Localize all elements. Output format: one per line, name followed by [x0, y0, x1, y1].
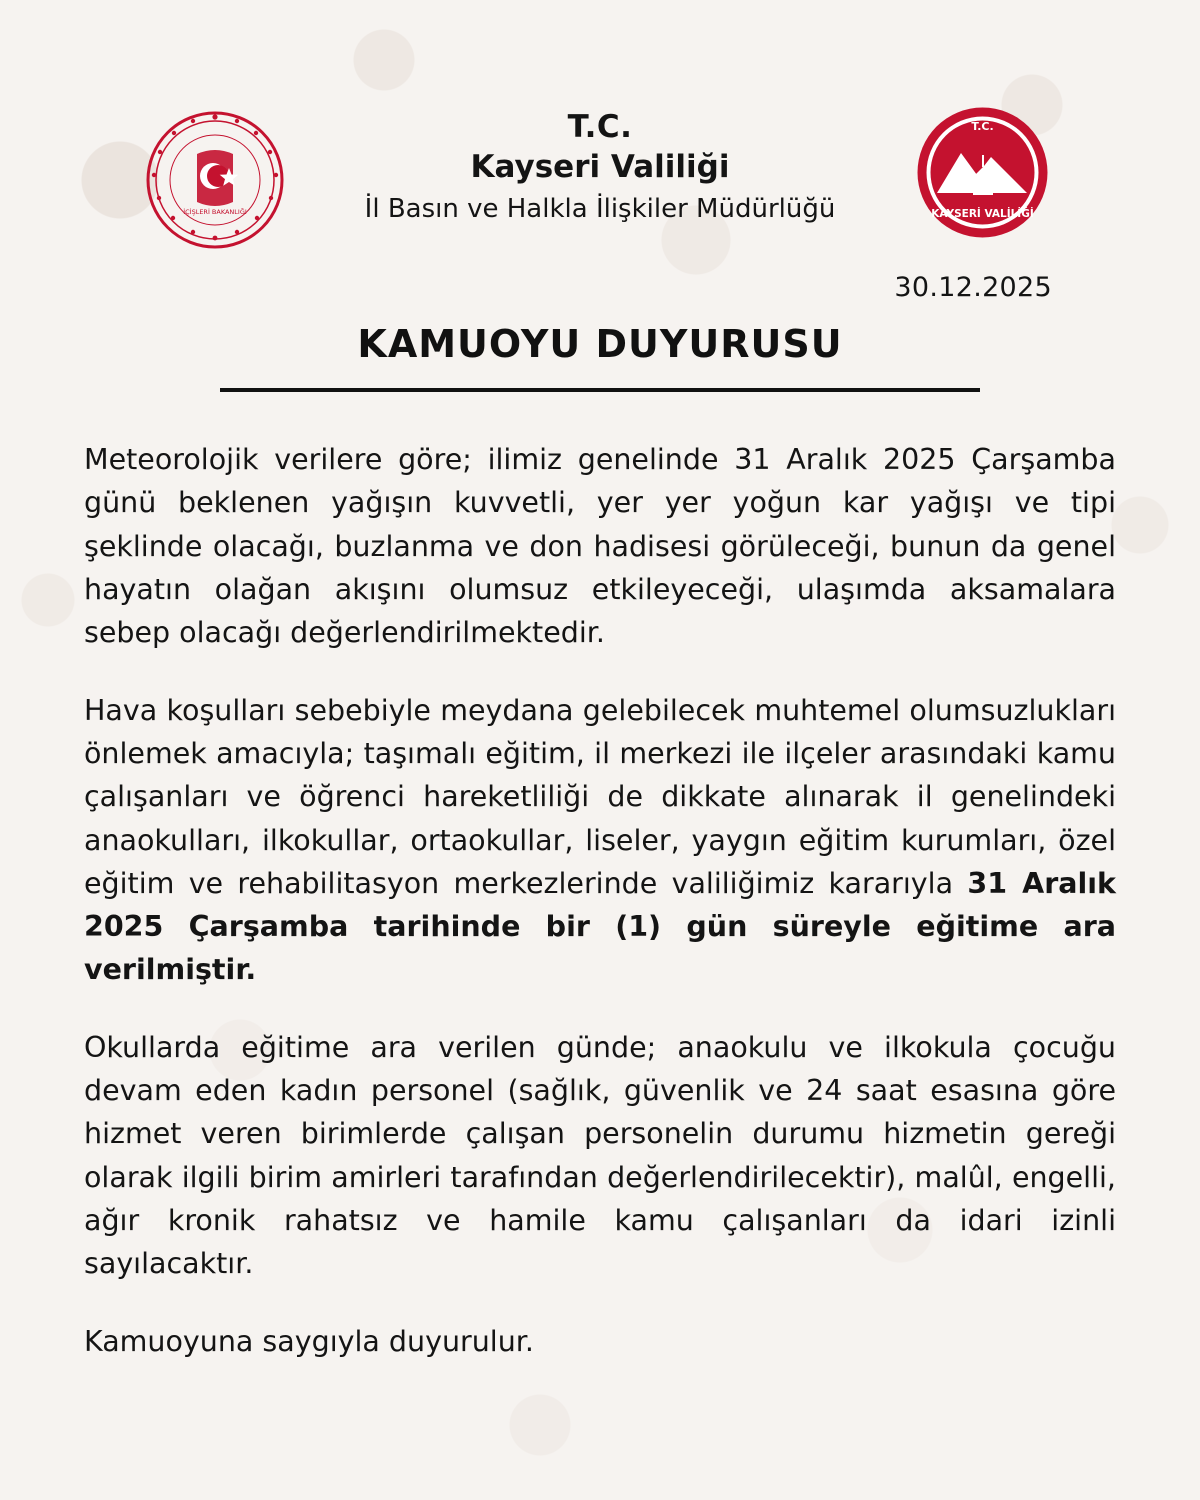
turkiye-cumhuriyeti-icisleri-bakanligi-emblem — [145, 110, 285, 250]
svg-text:KAYSERİ VALİLİĞİ: KAYSERİ VALİLİĞİ — [931, 208, 1034, 220]
svg-text:İÇİŞLERİ BAKANLIĞI: İÇİŞLERİ BAKANLIĞI — [183, 208, 247, 216]
paragraph-education-suspension — [84, 689, 1116, 992]
header-titles — [300, 108, 900, 227]
page-title: KAMUOYU DUYURUSU — [357, 322, 843, 366]
kayseri-valiligi-emblem — [915, 105, 1050, 240]
paragraph-education-suspension-highlight: 31 Aralık 2025 Çarşamba tarihinde bir (1) gün süreyle eğitime ara verilmiştir. — [84, 866, 1117, 987]
title-divider — [220, 388, 980, 392]
svg-text:T.C.: T.C. — [971, 120, 994, 133]
header-department: İl Basın ve Halkla İlişkiler Müdürlüğü — [364, 194, 836, 225]
paragraph-weather: Meteorolojik verilere göre; ilimiz genelinde 31 Aralık 2025 Çarşamba günü beklenen yağışın kuvvetli, yer yer yoğun kar yağışı ve tipi şeklinde olacağı, buzlanma ve don hadisesi görüleceği, bunun da genel hayatın olağan akışını olumsuz etkileyeceği, ulaşımda aksamalara sebep olacağı değerlendirilmektedir. — [84, 443, 1116, 650]
announcement-body — [84, 438, 1116, 1363]
title-block — [0, 322, 1200, 392]
paragraph-administrative-leave: Okullarda eğitime ara verilen günde; anaokulu ve ilkokula çocuğu devam eden kadın personel (sağlık, güvenlik ve 24 saat esasına göre hizmet veren birimlerde çalışan personelin durumu hizmetin gereği olarak ilgili birim amirleri tarafından değerlendirilecektir), malûl, engelli, ağır kronik rahatsız ve hamile kamu çalışanları da idari izinli sayılacaktır. — [84, 1030, 1116, 1281]
paragraph-education-suspension-text: Hava koşulları sebebiyle meydana gelebilecek muhtemel olumsuzlukları önlemek amacıyla; taşımalı eğitim, il merkezi ile ilçeler arasındaki kamu çalışanları ve öğrenci hareketliliği de dikkate alınarak il genelindeki anaokulları, ilkokullar, ortaokullar, liseler, yaygın eğitim kurumları, özel eğitim ve rehabilitasyon merkezlerinde valiliğimiz kararıyla — [84, 693, 1116, 900]
document-date: 30.12.2025 — [894, 272, 1052, 303]
document-header — [0, 0, 1200, 303]
header-tc-label: T.C. — [567, 109, 633, 145]
header-organization: Kayseri Valiliği — [470, 148, 730, 185]
paragraph-closing: Kamuoyuna saygıyla duyurulur. — [84, 1324, 534, 1358]
